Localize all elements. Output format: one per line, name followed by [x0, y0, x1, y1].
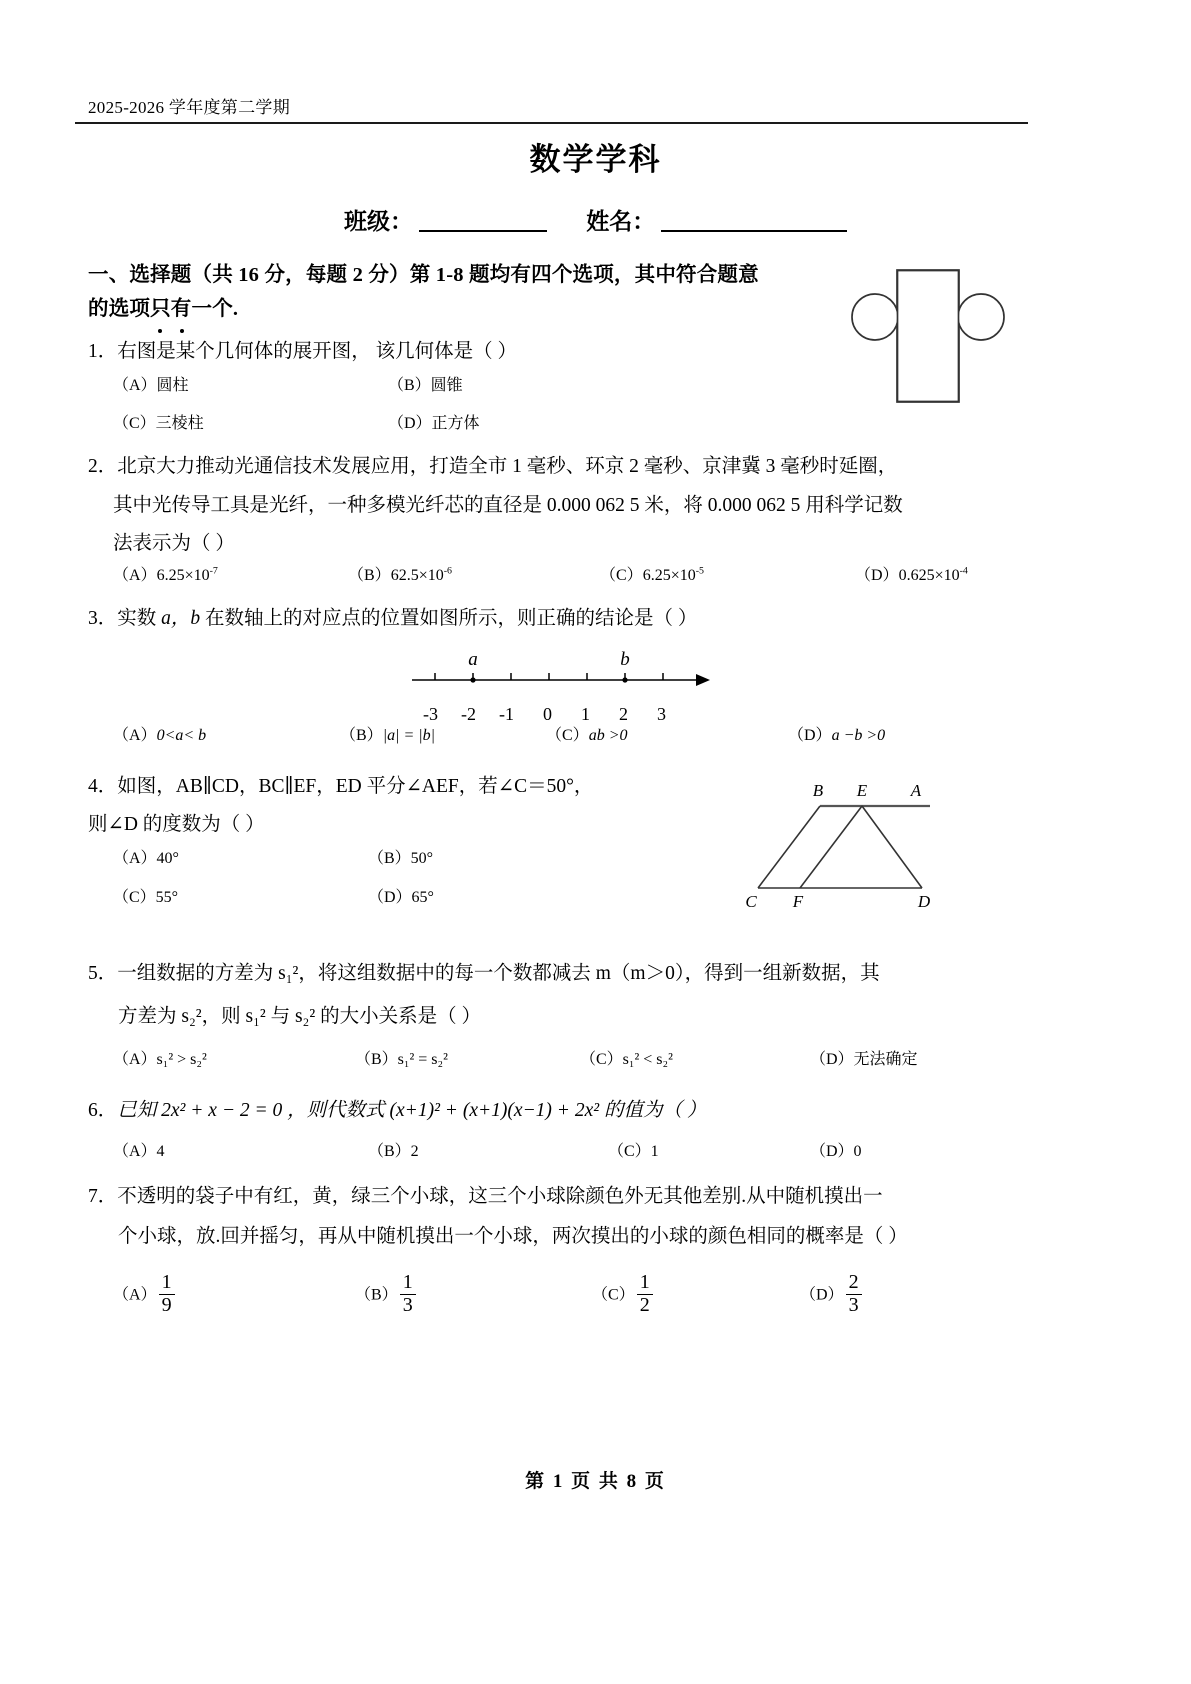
q7-opt-b-label: （B）	[355, 1286, 398, 1304]
section-1-heading-emphasis: 只有一个	[150, 292, 233, 326]
q7-opt-c-fraction: $\frac{1}{2}$	[637, 1272, 653, 1316]
question-6-text: 已知 2x² + x − 2 = 0 ，则代数式 (x+1)² + (x+1)(x−1) + 2x² 的值为（ ）	[117, 1100, 707, 1121]
section-1-heading-line2-post: .	[232, 298, 239, 320]
page-title: 数学学科	[529, 142, 662, 177]
question-2-option-d[interactable]	[855, 562, 968, 585]
q2-opt-c-exponent: -5	[695, 565, 704, 577]
name-label: 姓名：	[586, 209, 656, 234]
tick-label-1: 1	[581, 704, 590, 724]
question-3-option-a[interactable]: （A）0<a< b	[113, 727, 207, 744]
question-2-option-a[interactable]	[113, 562, 218, 585]
question-4-line2: 则∠D 的度数为（ ）	[88, 814, 265, 835]
question-7-number: 7．	[88, 1186, 118, 1207]
tick-label-0: 0	[543, 704, 552, 724]
q7-opt-d-label: （D）	[800, 1286, 844, 1304]
question-1-text: 右图是某个几何体的展开图， 该几何体是（ ）	[117, 341, 518, 362]
q2-opt-a-label: （A）	[113, 567, 157, 584]
question-1-number: 1．	[88, 341, 118, 362]
question-4-option-b[interactable]: （B）50°	[368, 850, 434, 867]
name-blank-field[interactable]	[661, 230, 847, 232]
question-7-line1: 不透明的袋子中有红，黄，绿三个小球，这三个小球除颜色外无其他差别.从中随机摸出一	[117, 1186, 883, 1207]
class-blank-field[interactable]	[419, 230, 547, 232]
q7-opt-d-fraction: $\frac{2}{3}$	[846, 1272, 862, 1316]
question-4-option-d[interactable]: （D）65°	[368, 889, 434, 906]
number-line-figure	[408, 648, 718, 708]
segment-ED	[862, 806, 922, 888]
q2-opt-c-label: （C）	[600, 567, 643, 584]
tick-label--2: -2	[461, 704, 476, 724]
question-6-number: 6．	[88, 1100, 118, 1121]
section-1-heading	[88, 258, 858, 326]
q2-opt-b-mantissa: 62.5×10	[390, 567, 444, 584]
question-2-number: 2．	[88, 456, 118, 477]
segment-EF	[800, 806, 862, 888]
vertex-label-F: F	[792, 892, 804, 911]
q2-opt-d-label: （D）	[855, 567, 899, 584]
vertex-label-D: D	[917, 892, 931, 911]
class-label: 班级：	[344, 209, 413, 234]
cylinder-net-figure	[845, 262, 1010, 407]
vertex-label-C: C	[745, 892, 757, 911]
number-line-ticks	[435, 673, 663, 680]
question-1-option-d[interactable]: （D）正方体	[388, 415, 480, 432]
vertex-label-A: A	[910, 781, 922, 800]
question-5-line2: 方差为 s₂²，则 s₁² 与 s₂² 的大小关系是（ ）	[118, 1006, 481, 1027]
page-footer: 第 1 页 共 8 页	[525, 1471, 666, 1492]
section-1-heading-line2-pre: 的选项	[88, 298, 151, 320]
q2-opt-d-exponent: -4	[959, 565, 968, 577]
q2-opt-b-exponent: -6	[443, 565, 452, 577]
question-2-line2: 其中光传导工具是光纤，一种多模光纤芯的直径是 0.000 062 5 米，将 0.000 062 5 用科学记数	[113, 495, 903, 516]
question-6-option-b[interactable]: （B）2	[368, 1143, 419, 1160]
q7-opt-b-fraction: $\frac{1}{3}$	[400, 1272, 416, 1316]
question-4-stem	[88, 768, 708, 806]
net-circle-right	[958, 294, 1004, 340]
question-2-line1: 北京大力推动光通信技术发展应用，打造全市 1 毫秒、环京 2 毫秒、京津冀 3 毫秒时延圈，	[117, 456, 898, 477]
vertex-label-B: B	[812, 781, 824, 800]
segment-BC	[758, 806, 820, 888]
term-header: 2025-2026 学年度第二学期	[88, 98, 291, 117]
question-6-option-a[interactable]: （A）4	[113, 1143, 165, 1160]
question-2-option-b[interactable]	[348, 562, 452, 585]
question-5-option-c[interactable]: （C）s₁² < s₂²	[580, 1051, 673, 1068]
question-2-line3: 法表示为（ ）	[113, 533, 235, 554]
section-1-heading-line1: 一、选择题（共 16 分，每题 2 分）第 1-8 题均有四个选项，其中符合题意	[88, 264, 759, 286]
question-3-text-pre: 实数	[117, 608, 162, 629]
question-4-line1: 如图，AB∥CD，BC∥EF，ED 平分∠AEF，若∠C＝50°，	[117, 776, 594, 797]
question-3-option-b[interactable]: （B）|a| = |b|	[340, 727, 436, 744]
question-7-line2: 个小球，放.回并摇匀，再从中随机摸出一个小球，两次摸出的小球的颜色相同的概率是（ ）	[118, 1226, 908, 1247]
question-6-option-c[interactable]: （C）1	[608, 1143, 659, 1160]
point-b-label: b	[620, 649, 630, 670]
tick-label--3: -3	[423, 704, 438, 724]
question-4-option-c[interactable]: （C）55°	[113, 889, 179, 906]
student-info-line	[0, 203, 1191, 236]
question-1-option-a[interactable]: （A）圆柱	[113, 377, 189, 394]
question-5-option-a[interactable]: （A）s₁² > s₂²	[113, 1051, 207, 1068]
question-5-line1: 一组数据的方差为 s₁²，将这组数据中的每一个数都减去 m（m＞0），得到一组新数据，其	[117, 963, 880, 984]
question-3-variables: a，b	[161, 608, 201, 629]
question-2-stem	[88, 446, 1033, 487]
geometry-figure-q4-svg	[740, 770, 970, 915]
question-2-option-c[interactable]	[600, 562, 704, 585]
q2-opt-d-mantissa: 0.625×10	[898, 567, 960, 584]
q2-opt-a-mantissa: 6.25×10	[156, 567, 210, 584]
question-1-stem	[88, 333, 808, 371]
question-3-option-d[interactable]: （D）a −b >0	[788, 727, 886, 744]
q2-opt-a-exponent: -7	[209, 565, 218, 577]
cylinder-net-svg	[845, 262, 1010, 407]
q7-opt-a-fraction: $\frac{1}{9}$	[159, 1272, 175, 1316]
question-5-option-d[interactable]: （D）无法确定	[810, 1051, 918, 1068]
question-1-option-b[interactable]: （B）圆锥	[388, 377, 463, 394]
question-5-number: 5．	[88, 963, 118, 984]
question-7-option-d[interactable]	[800, 1272, 864, 1316]
question-6-stem	[88, 1092, 1028, 1130]
question-3-stem	[88, 600, 1028, 638]
tick-label-3: 3	[657, 704, 666, 724]
question-3-option-c[interactable]: （C）ab >0	[546, 727, 628, 744]
tick-label--1: -1	[499, 704, 514, 724]
q7-opt-a-label: （A）	[113, 1286, 157, 1304]
number-line-svg	[408, 648, 718, 708]
question-3-number: 3．	[88, 608, 118, 629]
question-7-option-b[interactable]	[355, 1272, 418, 1316]
q2-opt-c-mantissa: 6.25×10	[642, 567, 696, 584]
question-4-number: 4．	[88, 776, 118, 797]
geometry-figure-q4	[740, 770, 970, 915]
question-7-stem	[88, 1178, 1048, 1216]
q2-opt-b-label: （B）	[348, 567, 391, 584]
question-5-stem	[88, 955, 1028, 993]
point-b-dot	[622, 677, 627, 682]
question-4-option-a[interactable]: （A）40°	[113, 850, 179, 867]
vertex-label-E: E	[856, 781, 868, 800]
question-3-text-post: 在数轴上的对应点的位置如图所示，则正确的结论是（ ）	[200, 608, 698, 629]
header-divider	[75, 122, 1028, 124]
question-5-option-b[interactable]: （B）s₁² = s₂²	[355, 1051, 448, 1068]
net-rect-overlay	[898, 295, 958, 340]
question-6-option-d[interactable]: （D）0	[810, 1143, 862, 1160]
question-7-option-a[interactable]	[113, 1272, 177, 1316]
question-7-option-c[interactable]	[592, 1272, 655, 1316]
net-circle-left	[852, 294, 898, 340]
number-line-arrow	[696, 674, 710, 686]
point-a-label: a	[468, 649, 478, 670]
q7-opt-c-label: （C）	[592, 1286, 635, 1304]
question-1-option-c[interactable]: （C）三棱柱	[113, 415, 204, 432]
tick-label-2: 2	[619, 704, 628, 724]
point-a-dot	[470, 677, 475, 682]
